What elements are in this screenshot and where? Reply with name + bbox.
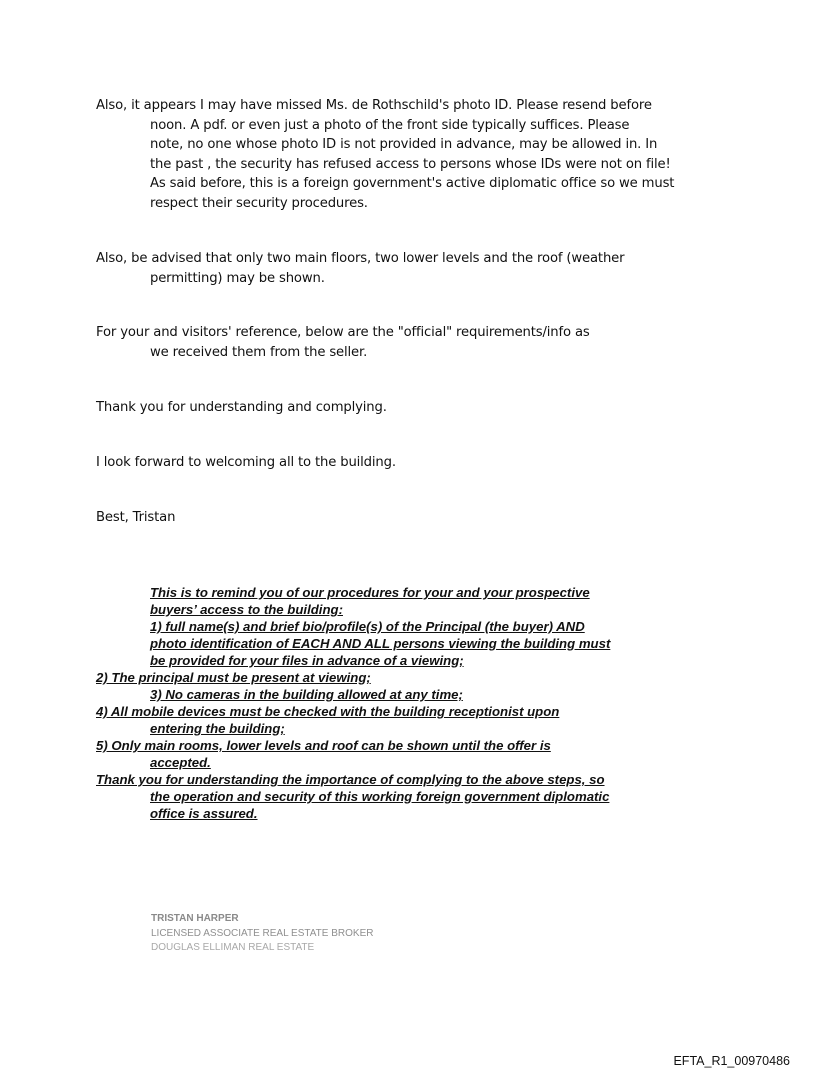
signature-company: DOUGLAS ELLIMAN REAL ESTATE — [151, 942, 315, 953]
floors-paragraph — [96, 249, 686, 288]
paragraph-line: respect their security procedures. — [150, 195, 368, 211]
paragraph-line: Also, be advised that only two main floors, two lower levels and the roof (weather — [96, 251, 625, 266]
document-id: EFTA_R1_00970486 — [673, 1054, 790, 1068]
notice-line: buyers’ access to the building: — [150, 602, 343, 617]
forward-paragraph — [96, 453, 686, 473]
paragraph-line: Thank you for understanding and complying. — [96, 400, 387, 415]
reference-paragraph — [96, 323, 686, 362]
notice-line: 4) All mobile devices must be checked with the building receptionist upon — [96, 704, 560, 719]
paragraph-line: As said before, this is a foreign government's active diplomatic office so we must — [150, 176, 675, 192]
notice-line: 2) The principal must be present at viewing; — [96, 670, 371, 685]
paragraph-line: we received them from the seller. — [150, 344, 368, 360]
email-signature — [151, 912, 373, 956]
notice-line: the operation and security of this working foreign government diplomatic — [150, 789, 610, 804]
notice-line: office is assured. — [150, 806, 258, 821]
paragraph-line: the past , the security has refused access to persons whose IDs were not on file! — [150, 156, 671, 172]
photo-id-paragraph — [96, 96, 686, 214]
paragraph-line: note, no one whose photo ID is not provided in advance, may be allowed in. In — [150, 137, 658, 153]
signature-name: TRISTAN HARPER — [151, 913, 239, 924]
notice-line: 3) No cameras in the building allowed at any time; — [150, 687, 463, 702]
closing-paragraph — [96, 508, 686, 528]
paragraph-line: noon. A pdf. or even just a photo of the front side typically suffices. Please — [150, 117, 630, 133]
signature-title: LICENSED ASSOCIATE REAL ESTATE BROKER — [151, 927, 374, 939]
procedures-notice — [96, 584, 696, 822]
notice-line: This is to remind you of our procedures for your and your prospective — [150, 585, 590, 600]
paragraph-line: permitting) may be shown. — [150, 270, 325, 286]
paragraph-line: Best, Tristan — [96, 510, 176, 525]
notice-line: accepted. — [150, 755, 211, 770]
notice-line: be provided for your files in advance of a viewing; — [150, 653, 464, 668]
thanks-paragraph — [96, 398, 686, 418]
notice-line: 1) full name(s) and brief bio/profile(s) of the Principal (the buyer) AND — [150, 619, 585, 634]
paragraph-line: I look forward to welcoming all to the building. — [96, 455, 396, 470]
notice-line: Thank you for understanding the importance of complying to the above steps, so — [96, 772, 605, 787]
paragraph-line: Also, it appears I may have missed Ms. de Rothschild's photo ID. Please resend before — [96, 98, 652, 113]
notice-line: entering the building; — [150, 721, 285, 736]
notice-line: photo identification of EACH AND ALL persons viewing the building must — [150, 636, 611, 651]
paragraph-line: For your and visitors' reference, below are the "official" requirements/info as — [96, 325, 590, 340]
notice-line: 5) Only main rooms, lower levels and roof can be shown until the offer is — [96, 738, 551, 753]
